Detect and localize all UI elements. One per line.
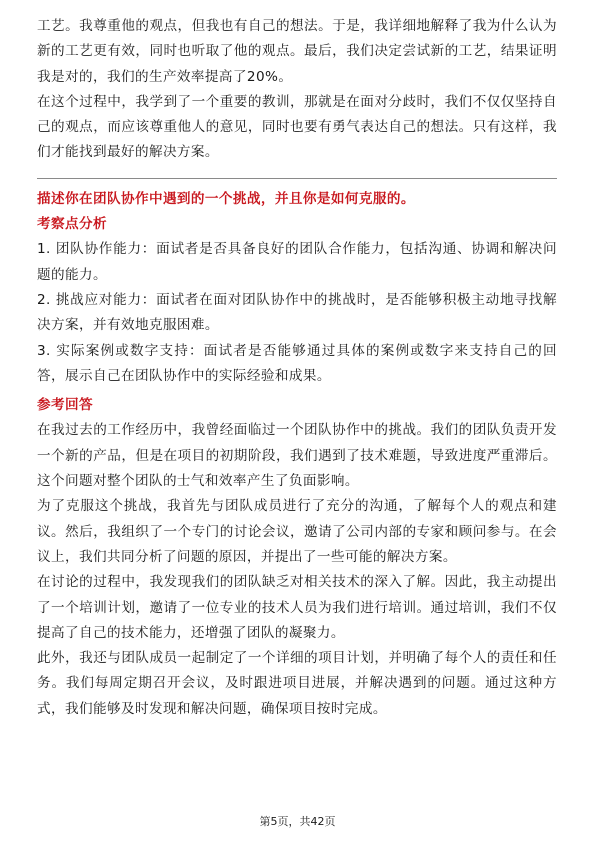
intro-paragraph: 工艺。我尊重他的观点，但我也有自己的想法。于是，我详细地解释了我为什么认为新的工艺更有效，同时也听取了他的观点。最后，我们决定尝试新的工艺，结果证明我是对的，我们的生产效率提高了20%。 [37,18,557,85]
analysis-item: 1. 团队协作能力：面试者是否具备良好的团队合作能力，包括沟通、协调和解决问题的能力。 [37,241,557,283]
analysis-heading: 考察点分析 [37,216,107,233]
intro-paragraph: 在这个过程中，我学到了一个重要的教训，那就是在面对分歧时，我们不仅仅坚持自己的观点，而应该尊重他人的意见，同时也要有勇气表达自己的想法。只有这样，我们才能找到最好的解决方案。 [37,93,557,161]
page-content [37,14,557,722]
answer-heading: 参考回答 [37,397,93,414]
answer-paragraph: 在我过去的工作经历中，我曾经面临过一个团队协作中的挑战。我们的团队负责开发一个新的产品，但是在项目的初期阶段，我们遇到了技术难题，导致进度严重滞后。这个问题对整个团队的士气和效率产生了负面影响。 [37,422,557,490]
answer-paragraph: 在讨论的过程中，我发现我们的团队缺乏对相关技术的深入了解。因此，我主动提出了一个培训计划，邀请了一位专业的技术人员为我们进行培训。通过培训，我们不仅提高了自己的技术能力，还增强了团队的凝聚力。 [37,574,557,641]
page-number-footer: 第5页，共42页 [259,815,336,828]
section-divider [37,178,557,179]
question-title: 描述你在团队协作中遇到的一个挑战，并且你是如何克服的。 [37,190,415,207]
analysis-item: 2. 挑战应对能力：面试者在面对团队协作中的挑战时，是否能够积极主动地寻找解决方案，并有效地克服困难。 [37,291,557,334]
analysis-item: 3. 实际案例或数字支持：面试者是否能够通过具体的案例或数字来支持自己的回答，展示自己在团队协作中的实际经验和成果。 [37,342,557,384]
answer-paragraph: 为了克服这个挑战，我首先与团队成员进行了充分的沟通，了解每个人的观点和建议。然后，我组织了一个专门的讨论会议，邀请了公司内部的专家和顾问参与。在会议上，我们共同分析了问题的原因，并提出了一些可能的解决方案。 [37,498,557,565]
answer-paragraph: 此外，我还与团队成员一起制定了一个详细的项目计划，并明确了每个人的责任和任务。我们每周定期召开会议，及时跟进项目进展，并解决遇到的问题。通过这种方式，我们能够及时发现和解决问题，确保项目按时完成。 [37,650,557,717]
